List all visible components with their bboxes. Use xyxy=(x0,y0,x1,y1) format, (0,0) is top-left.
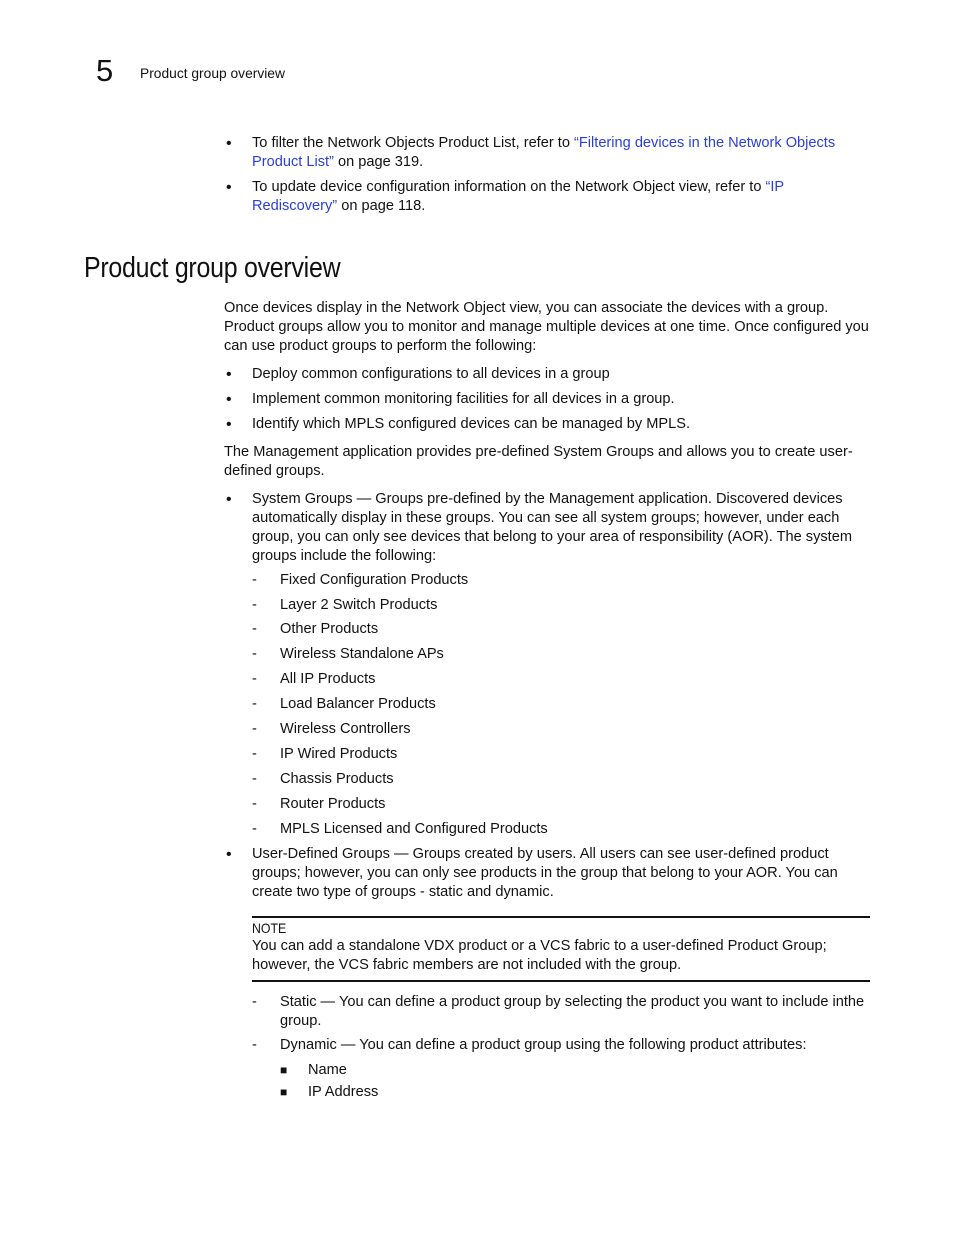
list-item-text: Identify which MPLS configured devices can be managed by MPLS. xyxy=(252,416,691,432)
groups-paragraph: The Management application provides pre-defined System Groups and allows you to create user-defined groups. xyxy=(224,444,853,479)
system-group-label: Layer 2 Switch Products xyxy=(280,597,438,613)
system-group-label: MPLS Licensed and Configured Products xyxy=(280,821,548,837)
user-defined-groups-text: User-Defined Groups — Groups created by users. All users can see user-defined product groups; however, you can only see products in the group that belong to your AOR. You can create two type of groups - static and dynamic. xyxy=(252,846,838,900)
bullet-mark: • xyxy=(226,179,232,196)
system-group-label: Wireless Standalone APs xyxy=(280,646,444,662)
note-label: NOTE xyxy=(252,920,287,936)
square-bullet-mark: ■ xyxy=(280,1063,288,1077)
system-group-label: IP Wired Products xyxy=(280,746,398,762)
list-item-text: Implement common monitoring facilities for all devices in a group. xyxy=(252,391,675,407)
bullet-mark: • xyxy=(226,846,232,863)
note-bottom-rule xyxy=(252,980,870,982)
dash-mark: - xyxy=(252,646,257,662)
dash-mark: - xyxy=(252,696,257,712)
system-groups-text: System Groups — Groups pre-defined by the Management application. Discovered devices automatically display in these groups. You can see all system groups; however, under each group, you can only see devices that belong to your area of responsibility (AOR). The system groups include the following: xyxy=(252,491,853,564)
dash-mark: - xyxy=(252,796,257,812)
attribute-label: Name xyxy=(308,1062,347,1078)
dash-mark: - xyxy=(252,746,257,762)
list-item-text: To filter the Network Objects Product List, refer to “Filtering devices in the Network Objects Product List” on page 319. xyxy=(252,135,836,170)
bullet-mark: • xyxy=(226,366,232,383)
section-heading: Product group overview xyxy=(84,252,341,284)
square-bullet-mark: ■ xyxy=(280,1085,288,1099)
dash-mark: - xyxy=(252,771,257,787)
running-header-title: Product group overview xyxy=(140,66,285,81)
cross-reference-link[interactable]: “Filtering devices in the Network Objects Product List” xyxy=(252,135,836,170)
cross-reference-link[interactable]: “IP Rediscovery” xyxy=(252,179,784,214)
bullet-mark: • xyxy=(226,391,232,408)
bullet-mark: • xyxy=(226,491,232,508)
intro-paragraph: Once devices display in the Network Object view, you can associate the devices with a group. Product groups allow you to monitor and manage multiple devices at one time. Once configured you can use product groups to perform the following: xyxy=(224,300,869,354)
note-text: You can add a standalone VDX product or a VCS fabric to a user-defined Product Group; however, the VCS fabric members are not included with the group. xyxy=(252,938,827,973)
bullet-mark: • xyxy=(226,416,232,433)
dash-mark: - xyxy=(252,994,257,1010)
note-top-rule xyxy=(252,916,870,918)
system-group-label: Fixed Configuration Products xyxy=(280,572,469,588)
system-group-label: Chassis Products xyxy=(280,771,394,787)
static-group-text: Static — You can define a product group by selecting the product you want to include inthe group. xyxy=(280,994,865,1029)
dash-mark: - xyxy=(252,597,257,613)
attribute-label: IP Address xyxy=(308,1084,379,1100)
dash-mark: - xyxy=(252,821,257,837)
dash-mark: - xyxy=(252,1037,257,1053)
system-group-label: Other Products xyxy=(280,621,379,637)
dash-mark: - xyxy=(252,721,257,737)
dynamic-group-text: Dynamic — You can define a product group using the following product attributes: xyxy=(280,1037,807,1053)
dash-mark: - xyxy=(252,671,257,687)
system-group-label: Router Products xyxy=(280,796,386,812)
bullet-mark: • xyxy=(226,135,232,152)
system-group-label: Wireless Controllers xyxy=(280,721,411,737)
system-group-label: All IP Products xyxy=(280,671,376,687)
list-item-text: To update device configuration information on the Network Object view, refer to “IP Rediscovery” on page 118. xyxy=(252,179,784,214)
dash-mark: - xyxy=(252,621,257,637)
list-item-text: Deploy common configurations to all devices in a group xyxy=(252,366,610,382)
system-group-label: Load Balancer Products xyxy=(280,696,436,712)
chapter-number: 5 xyxy=(96,53,114,88)
dash-mark: - xyxy=(252,572,257,588)
